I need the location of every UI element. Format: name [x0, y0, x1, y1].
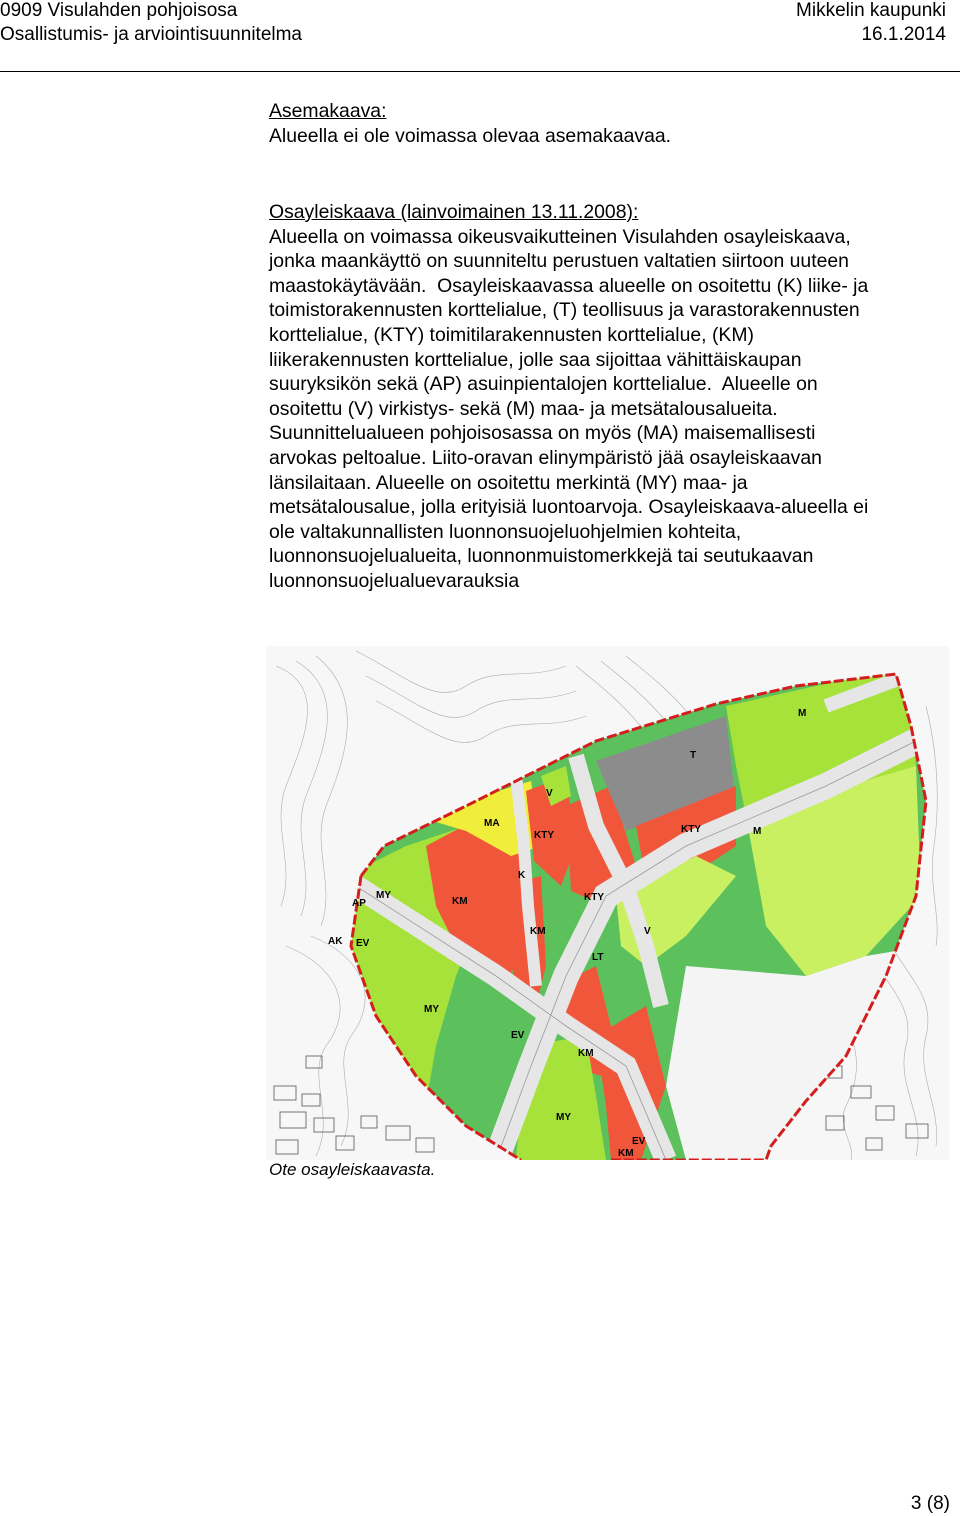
paragraph-line: arvokas peltoalue. Liito-oravan elinympäristö jää osayleiskaavan [269, 446, 822, 469]
asemakaava-text: Alueella ei ole voimassa olevaa asemakaavaa. [269, 124, 672, 147]
header-document-subtitle: Osallistumis- ja arviointisuunnitelma [0, 24, 302, 45]
osayleiskaava-paragraph [269, 225, 949, 594]
asemakaava-heading: Asemakaava: [269, 100, 387, 122]
header-document-title: 0909 Visulahden pohjoisosa [0, 0, 238, 21]
zone-label-km: KM [618, 1148, 634, 1159]
zone-label-lt: LT [592, 952, 604, 963]
zone-label-my: MY [424, 1004, 439, 1015]
paragraph-line: luonnonsuojelualueita, luonnonmuistomerkkejä tai seutukaavan [269, 545, 814, 568]
paragraph-line: metsätalousalue, jolla erityisiä luontoarvoja. Osayleiskaava-alueella ei [269, 496, 869, 519]
paragraph-line: osoitettu (V) virkistys- sekä (M) maa- ja metsätalousalueita. [269, 397, 778, 420]
zone-label-k: K [518, 870, 526, 881]
header-date: 16.1.2014 [861, 24, 946, 45]
paragraph-line: suuryksikön sekä (AP) asuinpientalojen korttelialue. Alueelle on [269, 373, 818, 396]
zone-label-ev: EV [511, 1030, 525, 1041]
zone-label-my: MY [376, 890, 391, 901]
paragraph-line: Suunnittelualueen pohjoisosassa on myös (MA) maisemallisesti [269, 422, 816, 445]
master-plan-map [266, 646, 949, 1160]
zone-label-km: KM [530, 926, 546, 937]
paragraph-line: luonnonsuojelualuevarauksia [269, 569, 520, 592]
paragraph-line: liikerakennusten korttelialue, jolle saa sijoittaa vähittäiskaupan [269, 348, 802, 371]
header-divider [0, 71, 960, 72]
zone-label-ev: EV [632, 1136, 646, 1147]
zone-label-kty: KTY [681, 824, 701, 835]
zone-label-km: KM [578, 1048, 594, 1059]
zone-label-kty: KTY [534, 830, 554, 841]
zone-label-ak: AK [328, 936, 343, 947]
paragraph-line: länsilaitaan. Alueelle on osoitettu merkintä (MY) maa- ja [269, 471, 748, 494]
zone-label-v: V [546, 788, 553, 799]
paragraph-line: Alueella on voimassa oikeusvaikutteinen Visulahden osayleiskaava, [269, 225, 851, 248]
zone-label-ev: EV [356, 938, 370, 949]
paragraph-line: jonka maankäyttö on suunniteltu perustuen valtatien siirtoon uuteen [269, 250, 849, 273]
paragraph-line: korttelialue, (KTY) toimitilarakennusten korttelialue, (KM) [269, 323, 754, 346]
zone-label-m: M [753, 826, 762, 837]
zone-label-t: T [690, 750, 697, 761]
zone-label-ma: MA [484, 818, 500, 829]
page-number: 3 (8) [910, 1493, 950, 1514]
header-organization: Mikkelin kaupunki [796, 0, 946, 21]
section-asemakaava [269, 99, 949, 148]
map-caption: Ote osayleiskaavasta. [269, 1160, 436, 1179]
paragraph-line: ole valtakunnallisten luonnonsuojeluohjelmien kohteita, [269, 520, 742, 543]
master-plan-map-svg [266, 646, 949, 1160]
paragraph-line: maastokäytävään. Osayleiskaavassa alueelle on osoitettu (K) liike- ja [269, 274, 869, 297]
zone-label-km: KM [452, 896, 468, 907]
zone-label-my: MY [556, 1112, 571, 1123]
zone-label-ap: AP [352, 898, 366, 909]
zone-label-kty: KTY [584, 892, 604, 903]
zone-label-v: V [644, 926, 651, 937]
section-osayleiskaava [269, 200, 949, 594]
osayleiskaava-heading: Osayleiskaava (lainvoimainen 13.11.2008): [269, 201, 639, 223]
zone-label-m: M [798, 708, 807, 719]
paragraph-line: toimistorakennusten korttelialue, (T) teollisuus ja varastorakennusten [269, 299, 860, 322]
